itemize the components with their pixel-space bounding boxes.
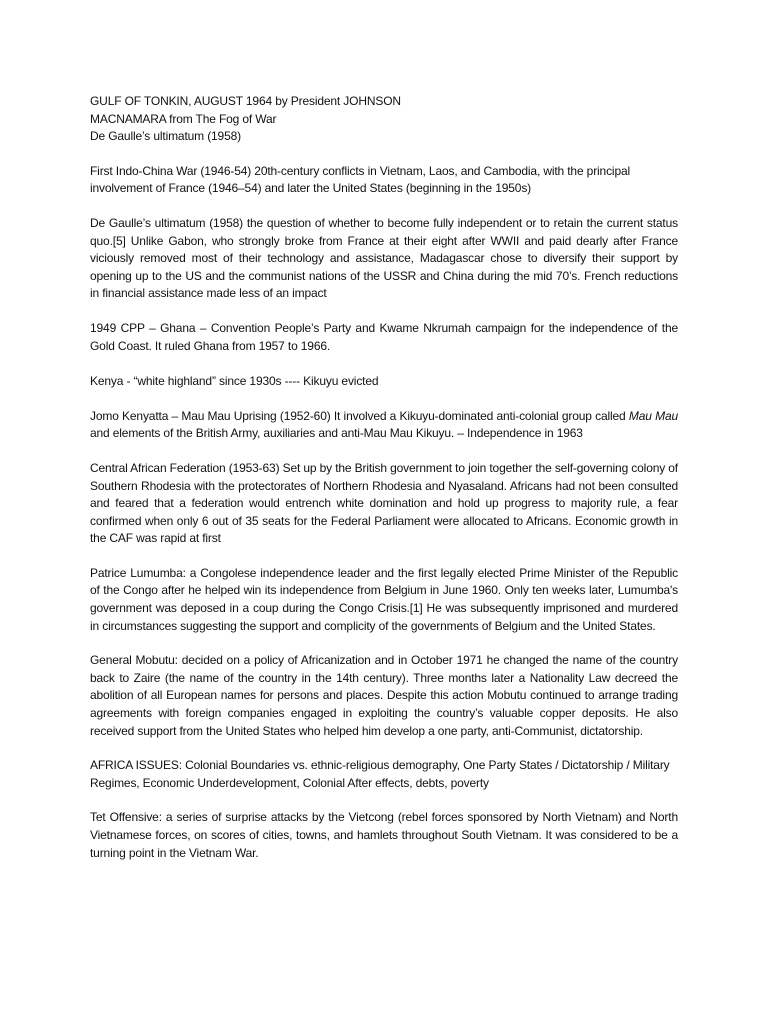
kenyatta-text-italic: Mau Mau (628, 408, 678, 423)
paragraph-africa-issues: AFRICA ISSUES: Colonial Boundaries vs. ethnic-religious demography, One Party States / Dictatorship / Military Regimes, Economic Underdevelopment, Colonial After effects, debts, poverty (90, 758, 670, 790)
header-block (90, 93, 678, 146)
header-line-de-gaulle: De Gaulle’s ultimatum (1958) (90, 129, 241, 144)
paragraph-general-mobutu: General Mobutu: decided on a policy of Africanization and in October 1971 he changed the name of the country back to Zaire (the name of the country in the 14th century). Three months later a Nationality Law decreed the abolition of all European names for persons and places. Despite this action Mobutu continued to arrange trading agreements with foreign companies engaged in exploiting the country’s valuable copper deposits. He also received support from the United States who helped him develop a one party, anti-Communist, dictatorship. (90, 653, 678, 738)
paragraph-indochina-war: First Indo-China War (1946-54) 20th-century conflicts in Vietnam, Laos, and Cambodia, with the principal involvement of France (1946–54) and later the United States (beginning in the 1950s) (90, 163, 631, 196)
document-page (90, 93, 678, 879)
paragraph-kenya: Kenya - “white highland” since 1930s ---- Kikuyu evicted (90, 374, 379, 389)
paragraph-tet-offensive: Tet Offensive: a series of surprise attacks by the Vietcong (rebel forces sponsored by North Vietnam) and North Vietnamese forces, on scores of cities, towns, and hamlets throughout South Vietnam. It was considered to be a turning point in the Vietnam War. (90, 810, 678, 860)
paragraph-patrice-lumumba: Patrice Lumumba: a Congolese independence leader and the first legally elected Prime Minister of the Republic of the Congo after he helped win its independence from Belgium in June 1960. Only ten weeks later, Lumumba's government was deposed in a coup during the Congo Crisis.[1] He was subsequently imprisoned and murdered in circumstances suggesting the support and complicity of the governments of Belgium and the United States. (90, 565, 678, 633)
header-line-gulf-of-tonkin: GULF OF TONKIN, AUGUST 1964 by President JOHNSON (90, 94, 401, 108)
kenyatta-text-start: Jomo Kenyatta – Mau Mau Uprising (1952-60) It involved a Kikuyu-dominated anti-colonial group called (90, 408, 629, 423)
header-line-macnamara: MACNAMARA from The Fog of War (90, 111, 277, 126)
kenyatta-text-end: and elements of the British Army, auxiliaries and anti-Mau Mau Kikuyu. – Independence in 1963 (90, 426, 583, 441)
paragraph-de-gaulle-ultimatum: De Gaulle’s ultimatum (1958) the question of whether to become fully independent or to retain the current status quo.[5] Unlike Gabon, who strongly broke from France at their eight after WWII and paid dearly after France viciously removed most of their technology and assistance, Madagascar chose to diversify their support by opening up to the US and the communist nations of the USSR and China during the mid 70’s. French reductions in financial assistance made less of an impact (90, 215, 678, 301)
paragraph-ghana-cpp: 1949 CPP – Ghana – Convention People’s Party and Kwame Nkrumah campaign for the independence of the Gold Coast. It ruled Ghana from 1957 to 1966. (90, 320, 678, 353)
paragraph-jomo-kenyatta (90, 408, 678, 443)
paragraph-central-african-federation: Central African Federation (1953-63) Set up by the British government to join together the self-governing colony of Southern Rhodesia with the protectorates of Northern Rhodesia and Nyasaland. Africans had not been consulted and feared that a federation would entrench white domination and hold up progress to majority rule, a fear confirmed when only 6 out of 35 seats for the Federal Parliament were allocated to Africans. Economic growth in the CAF was rapid at first (90, 460, 678, 546)
